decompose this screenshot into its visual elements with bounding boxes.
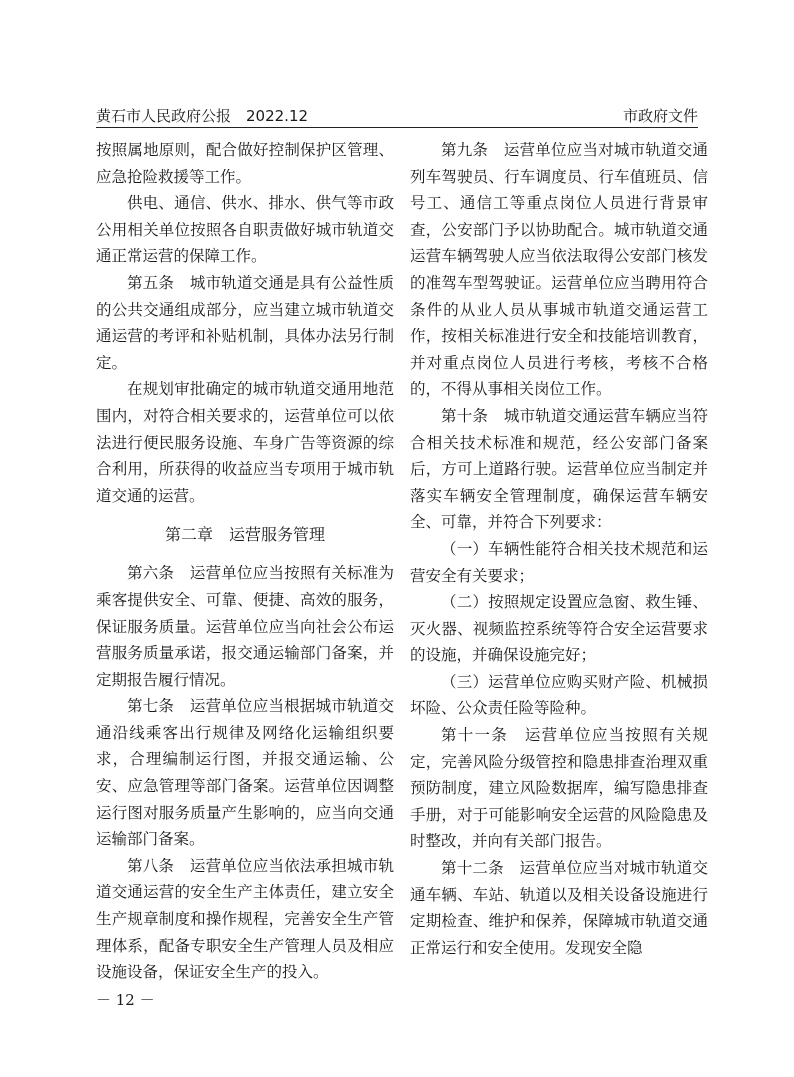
list-item: （二）按照规定设置应急窗、救生锤、灭火器、视频监控系统等符合安全运营要求的设施，并确保设施完好； (410, 593, 708, 665)
article-8: 第八条 运营单位应当依法承担城市轨道交通运营的安全生产主体责任，建立安全生产规章制度和操作规程，完善安全生产管理体系，配备专职安全生产管理人员及相应设施设备，保证安全生产的投入。 (96, 856, 394, 982)
header-divider (96, 127, 698, 128)
article-11: 第十一条 运营单位应当按照有关规定，完善风险分级管控和隐患排查治理双重预防制度，建立风险数据库，编写隐患排查手册，对于可能影响安全运营的风险隐患及时整改，并向有关部门报告。 (410, 726, 708, 851)
list-item: （一）车辆性能符合相关技术规范和运营安全有关要求； (410, 539, 708, 585)
article-10: 第十条 城市轨道交通运营车辆应当符合相关技术标准和规范，经公安部门备案后，方可上道路行驶。运营单位应当制定并落实车辆安全管理制度，确保运营车辆安全、可靠，并符合下列要求： (410, 406, 708, 532)
paragraph: 在规划审批确定的城市轨道交通用地范围内，对符合相关要求的，运营单位可以依法进行便民服务设施、车身广告等资源的综合利用，所获得的收益应当专项用于城市轨道交通的运营。 (96, 380, 394, 505)
list-item: （三）运营单位应购买财产险、机械损坏险、公众责任险等险种。 (410, 672, 708, 718)
right-column (410, 137, 708, 961)
page-number: － 12 － (96, 991, 155, 1009)
article-5: 第五条 城市轨道交通是具有公益性质的公共交通组成部分，应当建立城市轨道交通运营的考评和补贴机制，具体办法另行制定。 (96, 273, 394, 372)
article-12: 第十二条 运营单位应当对城市轨道交通车辆、车站、轨道以及相关设备设施进行定期检查、维护和保养，保障城市轨道交通正常运行和安全使用。发现安全隐 (410, 859, 708, 957)
article-6: 第六条 运营单位应当按照有关标准为乘客提供安全、可靠、便捷、高效的服务，保证服务质量。运营单位应当向社会公布运营服务质量承诺，报交通运输部门备案，并定期报告履行情况。 (96, 564, 394, 689)
chapter-heading: 第二章 运营服务管理 (164, 525, 325, 545)
article-9: 第九条 运营单位应当对城市轨道交通列车驾驶员、行车调度员、行车值班员、信号工、通信工等重点岗位人员进行背景审查，公安部门予以协助配合。城市轨道交通运营车辆驾驶人应当依法取得公安部门核发的准驾车型驾驶证。运营单位应当聘用符合条件的从业人员从事城市轨道交通运营工作，按相关标准进行安全和技能培训教育，并对重点岗位人员进行考核，考核不合格的，不得从事相关岗位工作。 (410, 141, 708, 399)
paragraph: 供电、通信、供水、排水、供气等市政公用相关单位按照各自职责做好城市轨道交通正常运营的保障工作。 (96, 194, 394, 266)
paragraph: 按照属地原则，配合做好控制保护区管理、应急抢险救援等工作。 (96, 141, 394, 186)
left-column (96, 137, 394, 986)
article-7: 第七条 运营单位应当根据城市轨道交通沿线乘客出行规律及网络化运输组织要求，合理编制运行图，并报交通运输、公安、应急管理等部门备案。运营单位因调整运行图对服务质量产生影响的，应当向交通运输部门备案。 (96, 697, 394, 849)
running-header (96, 104, 698, 128)
section-label: 市政府文件 (622, 107, 698, 125)
gazette-title: 黄石市人民政府公报 2022.12 (96, 107, 309, 125)
